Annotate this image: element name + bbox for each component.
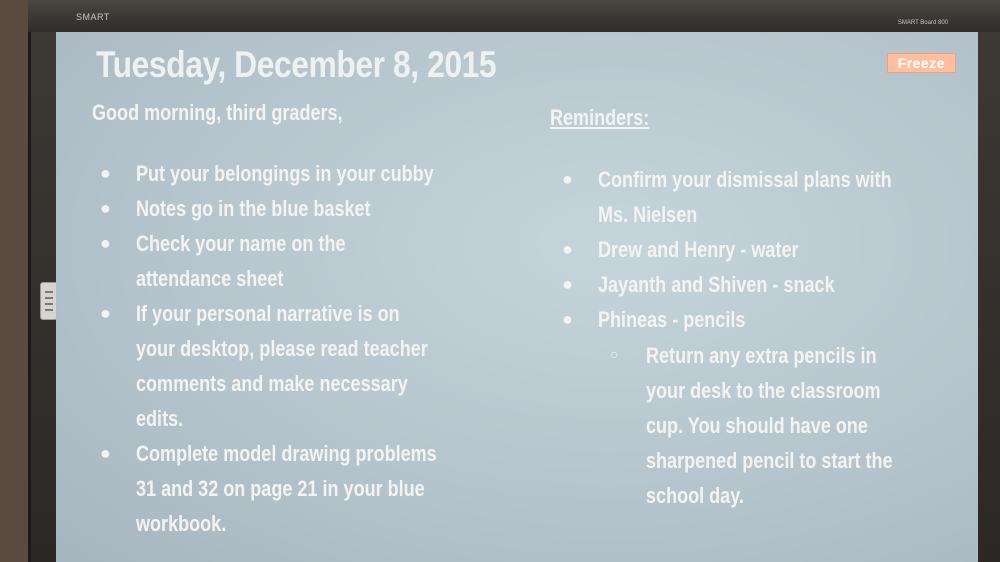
bullet-icon: ● <box>100 198 111 218</box>
presentation-screen <box>56 32 978 562</box>
task-item-text: Complete model drawing problems <box>136 441 437 466</box>
reminders-sub-list <box>610 338 966 513</box>
task-item-text: workbook. <box>136 511 227 536</box>
task-item-text: edits. <box>136 406 184 431</box>
reminder-sub-item <box>646 373 966 408</box>
task-item <box>136 366 566 401</box>
bullet-icon: ● <box>562 169 573 189</box>
bullet-icon: ● <box>100 443 111 463</box>
task-item <box>100 156 566 191</box>
reminders-list <box>562 162 968 337</box>
task-item <box>136 506 566 541</box>
task-item <box>136 401 566 436</box>
task-item-text: Check your name on the <box>136 231 346 256</box>
reminders-heading: Reminders: <box>550 105 650 130</box>
task-item <box>100 296 566 331</box>
reminder-item <box>562 302 968 337</box>
reminder-sub-item-text: sharpened pencil to start the <box>646 448 893 473</box>
board-model-label: SMART Board 800 <box>897 20 948 26</box>
reminder-item-text: Drew and Henry - water <box>598 237 799 262</box>
reminder-sub-item <box>646 443 966 478</box>
task-item <box>100 436 566 471</box>
bullet-icon: ● <box>100 163 111 183</box>
page-title: Tuesday, December 8, 2015 <box>96 44 497 85</box>
reminder-item <box>562 232 968 267</box>
morning-tasks-list <box>100 156 566 541</box>
reminder-item-text: Ms. Nielsen <box>598 202 698 227</box>
reminder-sub-item-text: school day. <box>646 483 744 508</box>
task-item <box>100 226 566 261</box>
reminder-sub-item <box>610 338 966 373</box>
task-item-text: comments and make necessary <box>136 371 408 396</box>
greeting-text: Good morning, third graders, <box>92 100 343 125</box>
bullet-icon: ● <box>100 233 111 253</box>
task-item-text: Notes go in the blue basket <box>136 196 371 221</box>
task-item-text: 31 and 32 on page 21 in your blue <box>136 476 425 501</box>
bullet-icon: ● <box>562 309 573 329</box>
reminder-item <box>562 162 968 197</box>
reminder-item-text: Jayanth and Shiven - snack <box>598 272 835 297</box>
bullet-icon: ○ <box>610 346 619 362</box>
task-item-text: attendance sheet <box>136 266 284 291</box>
reminder-sub-item-text: cup. You should have one <box>646 413 868 438</box>
reminder-item <box>598 197 968 232</box>
freeze-button[interactable]: Freeze <box>887 53 956 73</box>
reminder-item-text: Confirm your dismissal plans with <box>598 167 892 192</box>
task-item-text: If your personal narrative is on <box>136 301 400 326</box>
task-item <box>136 331 566 366</box>
reminder-sub-item <box>646 408 966 443</box>
board-top-strip <box>28 0 1000 32</box>
task-item-text: your desktop, please read teacher <box>136 336 428 361</box>
reminder-sub-item <box>646 478 966 513</box>
task-item <box>100 191 566 226</box>
brand-logo: SMART <box>76 12 110 22</box>
bullet-icon: ● <box>562 239 573 259</box>
task-item <box>136 261 566 296</box>
task-item <box>136 471 566 506</box>
bullet-icon: ● <box>100 303 111 323</box>
bullet-icon: ● <box>562 274 573 294</box>
task-item-text: Put your belongings in your cubby <box>136 161 434 186</box>
reminder-sub-item-text: your desk to the classroom <box>646 378 881 403</box>
reminder-sub-item-text: Return any extra pencils in <box>646 343 877 368</box>
reminder-item-text: Phineas - pencils <box>598 307 746 332</box>
reminder-item <box>562 267 968 302</box>
